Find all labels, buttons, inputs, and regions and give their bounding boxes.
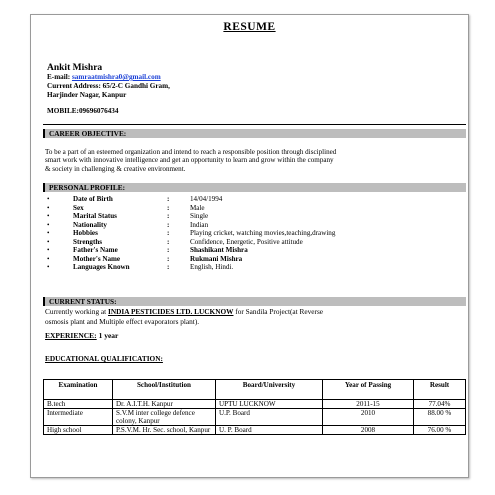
profile-colon: : bbox=[167, 220, 170, 229]
table-row bbox=[44, 400, 466, 409]
column-header: School/Institution bbox=[113, 380, 216, 400]
current-status-line-2: osmosis plant and Multiple effect evaporators plant). bbox=[45, 316, 200, 326]
experience-line bbox=[45, 331, 118, 340]
career-objective-heading: CAREER OBJECTIVE: bbox=[43, 129, 466, 138]
exam-cell: B.tech bbox=[44, 400, 113, 409]
board-cell: U.P. Board bbox=[216, 409, 323, 426]
bullet-icon: • bbox=[47, 263, 50, 271]
header-divider bbox=[43, 124, 466, 125]
bullet-icon: • bbox=[47, 212, 50, 220]
profile-value: Shashikant Mishra bbox=[190, 246, 248, 254]
profile-colon: : bbox=[167, 263, 170, 271]
career-line: smart work with innovative intelligence and get an opportunity to learn and grow within the company bbox=[45, 156, 334, 165]
exam-cell: Intermediate bbox=[44, 409, 113, 426]
board-cell: UPTU LUCKNOW bbox=[216, 400, 323, 409]
result-cell: 76.00 % bbox=[414, 426, 466, 435]
career-line: & society in challenging & creative environment. bbox=[45, 164, 186, 173]
profile-label: Date of Birth bbox=[73, 195, 113, 203]
profile-label: Sex bbox=[73, 203, 84, 212]
board-cell: U. P. Board bbox=[216, 426, 323, 435]
profile-value: Indian bbox=[190, 220, 209, 229]
year-cell: 2011-15 bbox=[323, 400, 414, 409]
profile-label: Mother's Name bbox=[73, 254, 121, 263]
personal-profile-heading: PERSONAL PROFILE: bbox=[43, 183, 466, 192]
exam-cell: High school bbox=[44, 426, 113, 435]
bullet-icon: • bbox=[47, 237, 50, 246]
experience-value: 1 year bbox=[96, 331, 119, 340]
resume-title: RESUME bbox=[223, 21, 276, 33]
mobile-line: MOBILE:09696076434 bbox=[47, 107, 119, 115]
profile-row bbox=[45, 263, 465, 272]
education-table bbox=[43, 379, 466, 435]
year-cell: 2010 bbox=[323, 409, 414, 426]
school-cell: S.V.M inter college defence colony, Kanpur bbox=[113, 409, 216, 426]
table-row bbox=[44, 426, 466, 435]
career-line: To be a part of an esteemed organization and intend to reach a responsible position through disciplined bbox=[45, 148, 337, 156]
current-status-text bbox=[45, 307, 460, 326]
profile-value: Confidence, Energetic, Positive attitude bbox=[190, 237, 303, 246]
experience-label: EXPERIENCE: bbox=[45, 331, 97, 340]
profile-colon: : bbox=[167, 203, 170, 212]
company-name: INDIA PESTICIDES LTD. LUCKNOW bbox=[108, 307, 234, 316]
current-prefix: Currently working at bbox=[45, 307, 109, 316]
column-header: Year of Passing bbox=[323, 380, 414, 400]
bullet-icon: • bbox=[47, 254, 50, 263]
bullet-icon: • bbox=[47, 203, 50, 212]
resume-page bbox=[30, 14, 469, 478]
table-row bbox=[44, 409, 466, 426]
profile-colon: : bbox=[167, 212, 170, 220]
current-status-heading: CURRENT STATUS: bbox=[43, 297, 466, 306]
email-link[interactable]: samraatmishra0@gmail.com bbox=[71, 73, 161, 81]
profile-label: Languages Known bbox=[73, 263, 130, 271]
bullet-icon: • bbox=[47, 195, 50, 203]
profile-colon: : bbox=[167, 254, 170, 263]
email-line bbox=[47, 73, 161, 82]
bullet-icon: • bbox=[47, 220, 50, 229]
profile-value: Playing cricket, watching movies,teaching,drawing bbox=[190, 229, 336, 237]
profile-value: English, Hindi. bbox=[190, 263, 234, 271]
column-header: Result bbox=[414, 380, 466, 400]
column-header: Board/University bbox=[216, 380, 323, 400]
profile-colon: : bbox=[167, 229, 170, 237]
profile-label: Strengths bbox=[73, 237, 103, 246]
candidate-name: Ankit Mishra bbox=[47, 63, 103, 73]
current-status-line-1 bbox=[45, 307, 460, 317]
profile-label: Nationality bbox=[73, 220, 107, 229]
profile-label: Marital Status bbox=[73, 212, 117, 220]
school-cell: Dr. A.I.T.H. Kanpur bbox=[113, 400, 216, 409]
column-header: Examination bbox=[44, 380, 113, 400]
school-cell: P.S.V.M. Hr. Sec. school, Kanpur bbox=[113, 426, 216, 435]
email-label: E-mail: bbox=[47, 73, 71, 81]
bullet-icon: • bbox=[47, 229, 50, 237]
bullet-icon: • bbox=[47, 246, 50, 254]
year-cell: 2008 bbox=[323, 426, 414, 435]
profile-value: Male bbox=[190, 203, 205, 212]
profile-colon: : bbox=[167, 195, 170, 203]
profile-colon: : bbox=[167, 237, 170, 246]
result-cell: 77.04% bbox=[414, 400, 466, 409]
address-line-2: Harjinder Nagar, Kanpur bbox=[47, 91, 127, 99]
current-suffix: for Sandila Project(at Reverse bbox=[233, 307, 324, 316]
address-line-1: Current Address: 65/2-C Gandhi Gram, bbox=[47, 82, 170, 90]
profile-label: Hobbies bbox=[73, 229, 98, 237]
profile-value: Single bbox=[190, 212, 209, 220]
profile-value: Rukmani Mishra bbox=[190, 254, 243, 263]
result-cell: 88.00 % bbox=[414, 409, 466, 426]
education-heading: EDUCATIONAL QUALIFICATION: bbox=[45, 354, 163, 363]
education-header-row bbox=[44, 380, 466, 400]
career-objective-text bbox=[45, 148, 460, 173]
profile-label: Father's Name bbox=[73, 246, 118, 254]
profile-value: 14/04/1994 bbox=[190, 195, 223, 203]
profile-colon: : bbox=[167, 246, 170, 254]
